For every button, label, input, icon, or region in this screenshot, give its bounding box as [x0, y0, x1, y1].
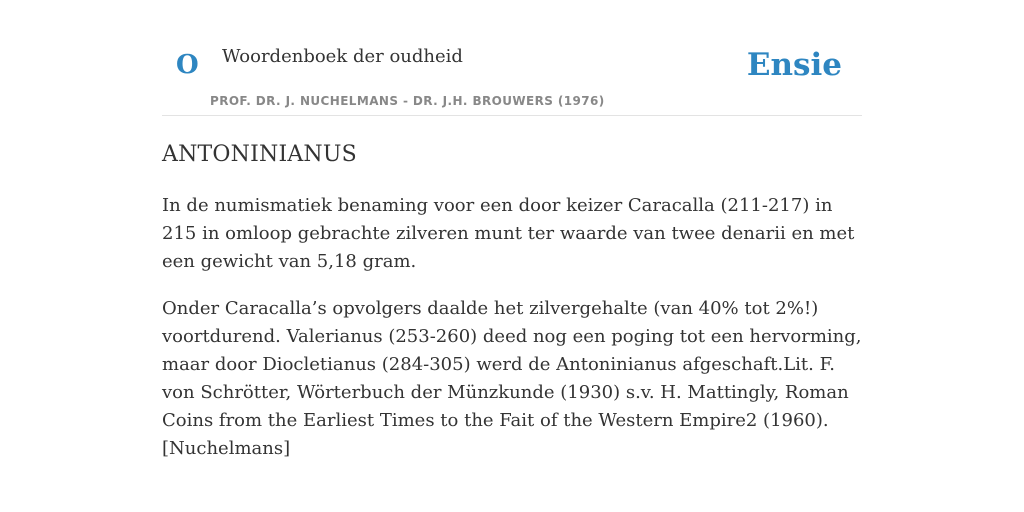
page-container: [162, 0, 862, 512]
entry-paragraph: In de numismatiek benaming voor een door keizer Caracalla (211-217) in 215 in omloop gebrachte zilveren munt ter waarde van twee denarii en met een gewicht van 5,18 gram.: [162, 195, 855, 273]
book-authors: PROF. DR. J. NUCHELMANS - DR. J.H. BROUWERS (1976): [210, 94, 605, 108]
book-header: [162, 0, 862, 116]
book-title-link[interactable]: Woordenboek der oudheid: [222, 46, 463, 67]
entry-title: ANTONINIANUS: [162, 142, 357, 167]
ensie-logo-link[interactable]: Ensie: [746, 47, 842, 83]
book-letter[interactable]: O: [176, 50, 199, 80]
entry-paragraph: Onder Caracalla’s opvolgers daalde het zilvergehalte (van 40% tot 2%!) voortdurend. Valerianus (253-260) deed nog een poging tot een hervorming, maar door Diocletianus (284-305) werd de Antoninianus afgeschaft.Lit. F. von Schrötter, Wörterbuch der Münzkunde (1930) s.v. H. Mattingly, Roman Coins from the Earliest Times to the Fait of the Western Empire2 (1960). [Nuchelmans]: [162, 298, 862, 460]
